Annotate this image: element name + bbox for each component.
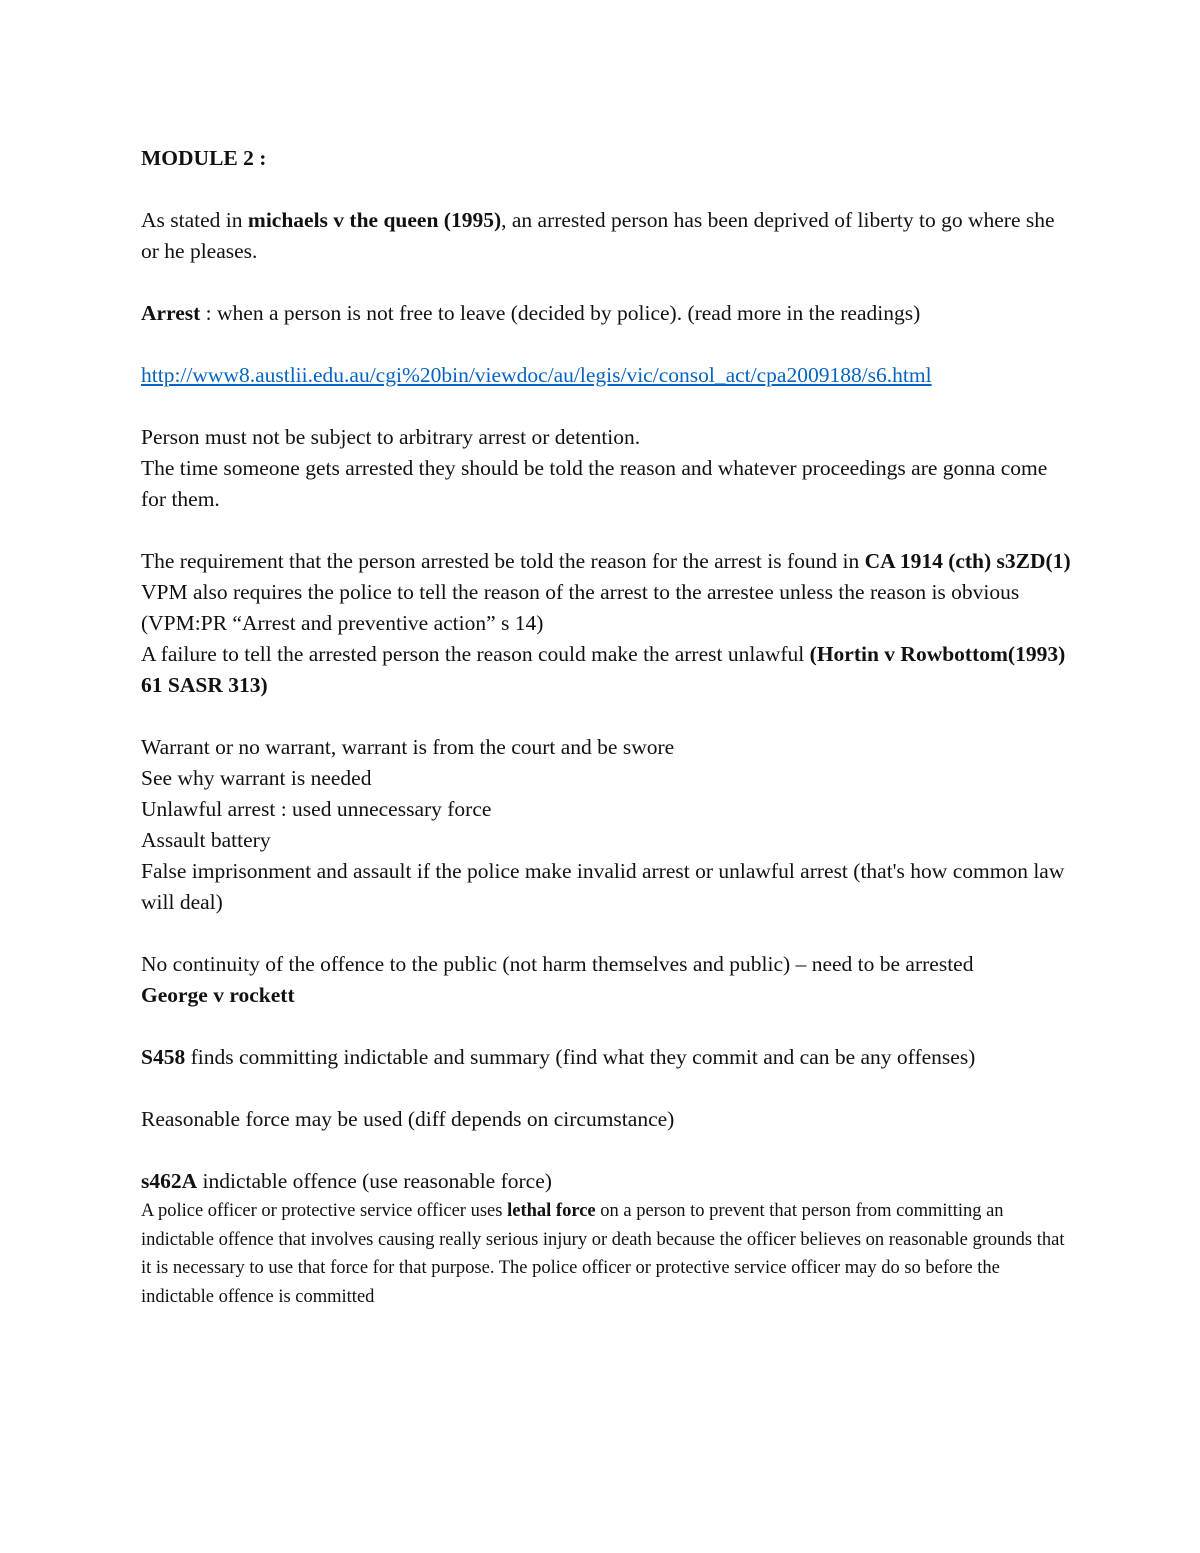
module-title: MODULE 2 : [141,146,267,170]
austlii-link[interactable]: http://www8.austlii.edu.au/cgi%20bin/viewdoc/au/legis/vic/consol_act/cpa2009188/s6.html [141,363,932,387]
case-hortin: (Hortin v Rowbottom(1993) 61 SASR 313) [141,642,1066,697]
document-body [141,143,1071,1311]
paragraph-arrest-definition: Arrest : when a person is not free to leave (decided by police). (read more in the readings) [141,301,921,325]
term-lethal-force: lethal force [507,1201,596,1221]
section-s462a: s462A [141,1169,198,1193]
line-assault-battery: Assault battery [141,828,271,852]
section-s458: S458 [141,1045,186,1069]
statute-ca-1914: CA 1914 (cth) s3ZD(1) [864,549,1071,573]
line-unlawful-arrest: Unlawful arrest : used unnecessary force [141,797,492,821]
paragraph-reasonable-force: Reasonable force may be used (diff depends on circumstance) [141,1107,675,1131]
paragraph-s458: S458 finds committing indictable and summary (find what they commit and can be any offenses) [141,1045,976,1069]
line-warrant: Warrant or no warrant, warrant is from the court and be swore [141,735,675,759]
paragraph-michaels: As stated in michaels v the queen (1995), an arrested person has been deprived of liberty to go where she or he pleases. [141,208,1055,263]
term-arrest: Arrest [141,301,201,325]
paragraph-vpm: VPM also requires the police to tell the reason of the arrest to the arrestee unless the reason is obvious (VPM:PR “Arrest and preventive action” s 14) [141,580,1020,635]
paragraph-lethal-force: A police officer or protective service officer uses lethal force on a person to prevent that person from committing an indictable offence that involves causing really serious injury or death because the officer believes on reasonable grounds that it is necessary to use that force for that purpose. The police officer or protective service officer may do so before the indictable offence is committed [141,1201,1065,1307]
case-michaels: michaels v the queen (1995) [247,208,502,232]
paragraph-requirement: The requirement that the person arrested be told the reason for the arrest is found in CA 1914 (cth) s3ZD(1) [141,549,1071,573]
paragraph-continuity: No continuity of the offence to the public (not harm themselves and public) – need to be arrested [141,952,974,976]
paragraph-failure-to-tell: A failure to tell the arrested person the reason could make the arrest unlawful (Hortin v Rowbottom(1993) 61 SASR 313) [141,642,1066,697]
paragraph-arbitrary-arrest: Person must not be subject to arbitrary arrest or detention. [141,425,641,449]
case-george-v-rockett: George v rockett [141,983,295,1007]
line-false-imprisonment: False imprisonment and assault if the police make invalid arrest or unlawful arrest (that's how common law will deal) [141,859,1065,914]
paragraph-told-reason: The time someone gets arrested they should be told the reason and whatever proceedings are gonna come for them. [141,456,1048,511]
paragraph-s462a: s462A indictable offence (use reasonable force) [141,1169,552,1193]
austlii-link-line [141,360,1071,391]
line-warrant-needed: See why warrant is needed [141,766,372,790]
